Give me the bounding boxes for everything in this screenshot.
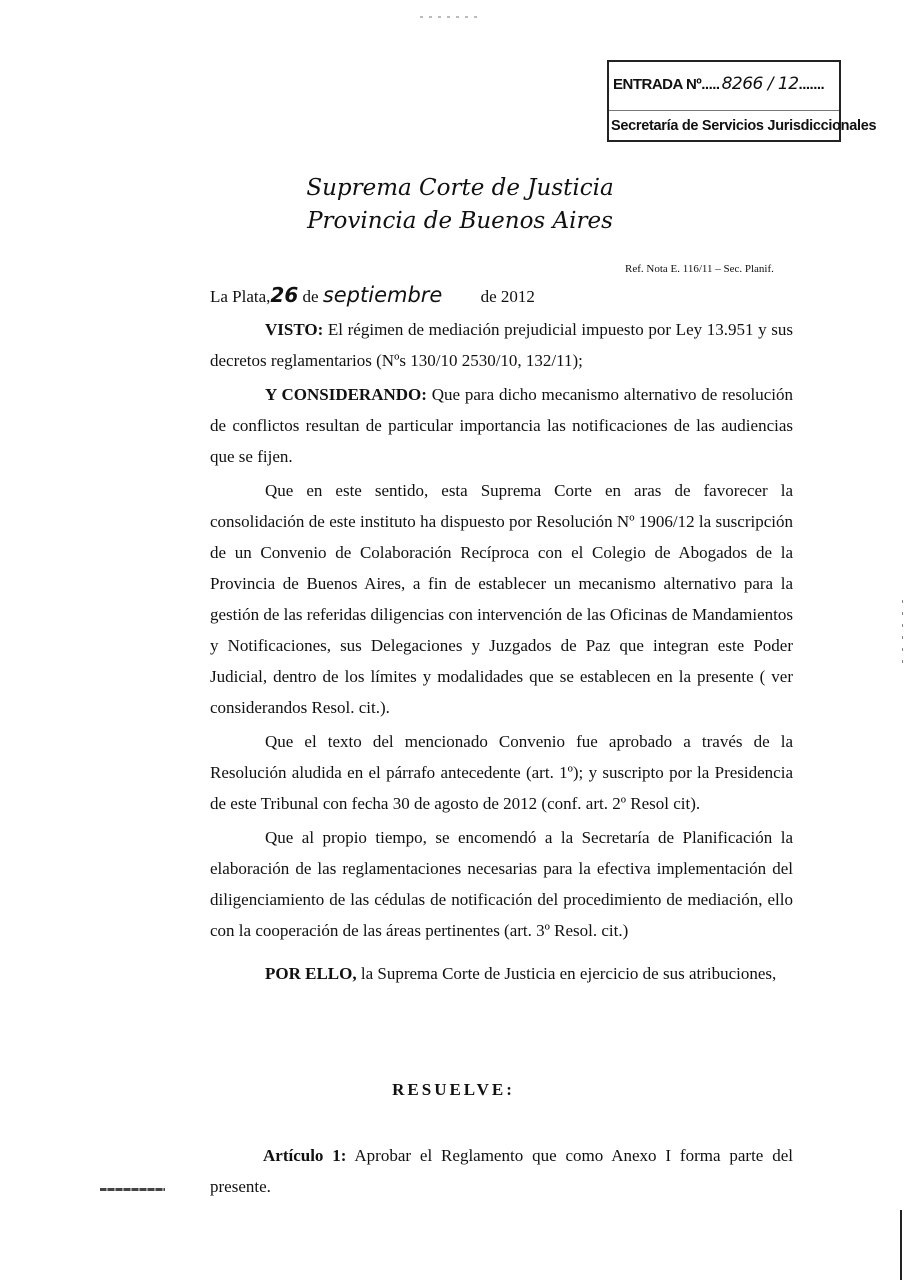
margin-mark [100, 1188, 165, 1191]
por-ello-paragraph [210, 958, 793, 989]
date-de: de [302, 287, 319, 306]
entry-number: 8266 / 12 [721, 74, 799, 94]
edge-dots [902, 600, 903, 670]
letterhead-province: Provincia de Buenos Aires [307, 208, 613, 234]
visto-paragraph [210, 314, 793, 376]
articulo-1 [210, 1140, 793, 1202]
por-ello-text: la Suprema Corte de Justicia en ejercicio de sus atribuciones, [356, 964, 777, 983]
date-day: 26 [270, 283, 299, 307]
date-year: de 2012 [480, 287, 535, 306]
resuelve-heading: RESUELVE: [392, 1080, 515, 1099]
visto-text: El régimen de mediación prejudicial impuesto por Ley 13.951 y sus decretos reglamentarios (Nºs 130/10 2530/10, 132/11); [210, 320, 793, 370]
page-edge-line [900, 1210, 902, 1280]
scan-specks [420, 16, 480, 18]
por-ello-label: POR ELLO, [265, 964, 357, 983]
entry-stamp [607, 60, 877, 142]
articulo-1-text: Aprobar el Reglamento que como Anexo I forma parte del presente. [210, 1146, 793, 1196]
paragraph-convenio: Que en este sentido, esta Suprema Corte en aras de favorecer la consolidación de este instituto ha dispuesto por Resolución Nº 1906/12 la suscripción de un Convenio de Colaboración Recíproca con el Colegio de Abogados de la Provincia de Buenos Aires, a fin de establecer un mecanismo alternativo para la gestión de las referidas diligencias con intervención de las Oficinas de Mandamientos y Notificaciones, sus Delegaciones y Juzgados de Paz que integran este Poder Judicial, dentro de los límites y modalidades que se establecen en la presente ( ver considerandos Resol. cit.). [210, 481, 794, 717]
paragraph-aprobacion: Que el texto del mencionado Convenio fue aprobado a través de la Resolución aludida en el párrafo antecedente (art. 1º); y suscripto por la Presidencia de este Tribunal con fecha 30 de agosto de 2012 (conf. art. 2º Resol cit). [210, 732, 793, 813]
stamp-divider [609, 110, 839, 111]
visto-label: VISTO: [265, 320, 324, 339]
stamp-office: Secretaría de Servicios Jurisdiccionales [611, 118, 877, 134]
articulo-1-label: Artículo 1: [263, 1146, 347, 1165]
paragraph-encomienda: Que al propio tiempo, se encomendó a la Secretaría de Planificación la elaboración de las reglamentaciones necesarias para la efectiva implementación del diligenciamiento de las cédulas de notificación del procedimiento de mediación, ello con la cooperación de las áreas pertinentes (art. 3º Resol. cit.) [210, 828, 793, 940]
reference-note: Ref. Nota E. 116/11 – Sec. Planif. [625, 263, 774, 275]
considerando-text: Que para dicho mecanismo alternativo de resolución de conflictos resultan de particular importancia las notificaciones de las audiencias que se fijen. [210, 385, 793, 466]
letterhead-court: Suprema Corte de Justicia [306, 175, 614, 201]
letterhead [260, 172, 660, 238]
document-body [210, 314, 793, 989]
date-month: septiembre [322, 283, 443, 307]
date-place: La Plata, [210, 287, 271, 306]
entry-number-line: ENTRADA Nº..... 8266 / 12....... [613, 74, 825, 94]
considerando-label: Y CONSIDERANDO: [265, 385, 427, 404]
date-line [210, 283, 535, 307]
articulo-1-paragraph [210, 1140, 793, 1202]
considerando-paragraph [210, 379, 793, 472]
entry-label: ENTRADA Nº [613, 76, 702, 93]
